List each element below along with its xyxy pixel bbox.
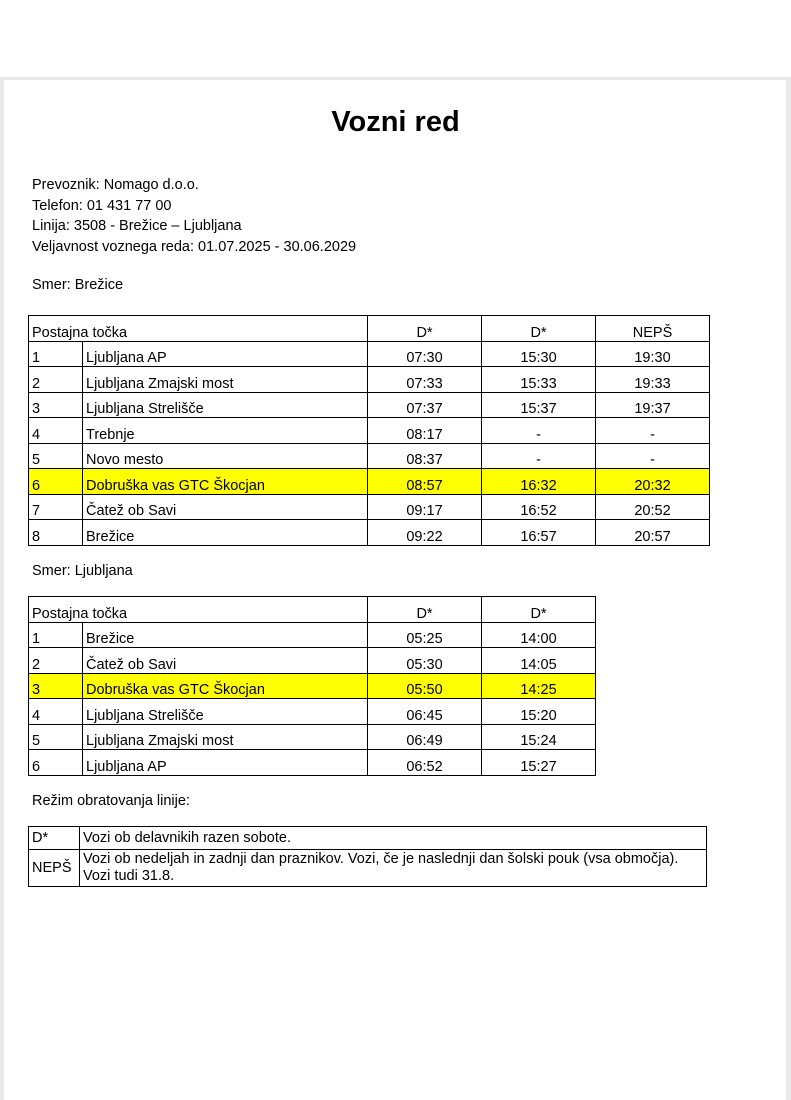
departure-time: 08:57 [368,469,482,495]
departure-time: 15:33 [482,367,596,393]
table-row [29,750,596,776]
stop-name: Dobruška vas GTC Škocjan [83,469,368,495]
departure-time: - [482,443,596,469]
table-row [29,622,596,648]
table-row [29,367,710,393]
page-right-edge [786,77,791,1100]
table-header-row [29,316,710,342]
table-row [29,392,710,418]
header-stop: Postajna točka [29,316,368,342]
header-col: D* [368,597,482,623]
table-row [29,443,710,469]
header-col: D* [368,316,482,342]
direction-label-ljubljana: Smer: Ljubljana [32,563,133,579]
stop-number: 5 [29,443,83,469]
header-stop: Postajna točka [29,597,368,623]
departure-time: 15:24 [482,724,596,750]
table-row [29,418,710,444]
stop-name: Ljubljana Strelišče [83,392,368,418]
departure-time: 08:37 [368,443,482,469]
stop-name: Novo mesto [83,443,368,469]
departure-time: 09:22 [368,520,482,546]
departure-time: 14:00 [482,622,596,648]
timetable-brezice [28,315,710,546]
stop-number: 6 [29,469,83,495]
departure-time: 14:05 [482,648,596,674]
page-left-edge [0,77,4,1100]
departure-time: 05:50 [368,673,482,699]
table-row [29,724,596,750]
departure-time: 15:20 [482,699,596,725]
departure-time: 20:57 [596,520,710,546]
validity-line: Veljavnost voznega reda: 01.07.2025 - 30.06.2029 [32,239,357,256]
stop-number: 8 [29,520,83,546]
stop-name: Ljubljana AP [83,750,368,776]
stop-name: Dobruška vas GTC Škocjan [83,673,368,699]
legend-row [29,850,707,887]
departure-time: 08:17 [368,418,482,444]
departure-time: 19:33 [596,367,710,393]
stop-name: Ljubljana Zmajski most [83,724,368,750]
stop-number: 3 [29,392,83,418]
departure-time: 06:49 [368,724,482,750]
stop-name: Ljubljana Strelišče [83,699,368,725]
legend-text: Vozi ob nedeljah in zadnji dan praznikov. Vozi, če je naslednji dan šolski pouk (vsa območja). Vozi tudi 31.8. [80,850,707,887]
departure-time: - [596,418,710,444]
stop-number: 7 [29,494,83,520]
departure-time: 09:17 [368,494,482,520]
departure-time: - [596,443,710,469]
departure-time: 19:37 [596,392,710,418]
page-top-edge [0,77,791,80]
legend-text: Vozi ob delavnikih razen sobote. [80,827,707,850]
table-row [29,520,710,546]
departure-time: 15:27 [482,750,596,776]
legend-row [29,827,707,850]
departure-time: 20:52 [596,494,710,520]
departure-time: 05:25 [368,622,482,648]
stop-name: Čatež ob Savi [83,648,368,674]
stop-name: Čatež ob Savi [83,494,368,520]
departure-time: 05:30 [368,648,482,674]
legend-table [28,826,707,887]
header-col: D* [482,597,596,623]
departure-time: 16:52 [482,494,596,520]
table-row [29,341,710,367]
timetable-ljubljana [28,596,596,776]
departure-time: 15:30 [482,341,596,367]
stop-number: 1 [29,341,83,367]
carrier-line: Prevoznik: Nomago d.o.o. [32,177,199,193]
departure-time: 07:33 [368,367,482,393]
departure-time: 14:25 [482,673,596,699]
departure-time: 15:37 [482,392,596,418]
stop-number: 2 [29,648,83,674]
table-row [29,699,596,725]
table-row [29,673,596,699]
legend-code: D* [29,827,80,850]
stop-number: 4 [29,418,83,444]
table-header-row [29,597,596,623]
stop-name: Ljubljana Zmajski most [83,367,368,393]
header-col: D* [482,316,596,342]
departure-time: - [482,418,596,444]
direction-label-brezice: Smer: Brežice [32,277,124,293]
departure-time: 06:45 [368,699,482,725]
stop-name: Brežice [83,520,368,546]
departure-time: 07:30 [368,341,482,367]
stop-number: 6 [29,750,83,776]
stop-number: 4 [29,699,83,725]
phone-line: Telefon: 01 431 77 00 [32,197,172,214]
table-row [29,469,710,495]
stop-number: 2 [29,367,83,393]
stop-name: Ljubljana AP [83,341,368,367]
page-title: Vozni red [331,106,460,138]
departure-time: 20:32 [596,469,710,495]
legend-label: Režim obratovanja linije: [32,793,190,809]
departure-time: 19:30 [596,341,710,367]
stop-name: Brežice [83,622,368,648]
departure-time: 06:52 [368,750,482,776]
table-row [29,648,596,674]
carrier-info [32,175,356,258]
stop-name: Trebnje [83,418,368,444]
legend-code: NEPŠ [29,850,80,887]
header-col: NEPŠ [596,316,710,342]
line-number: Linija: 3508 - Brežice – Ljubljana [32,218,242,235]
stop-number: 1 [29,622,83,648]
departure-time: 16:57 [482,520,596,546]
stop-number: 3 [29,673,83,699]
departure-time: 07:37 [368,392,482,418]
table-row [29,494,710,520]
stop-number: 5 [29,724,83,750]
departure-time: 16:32 [482,469,596,495]
